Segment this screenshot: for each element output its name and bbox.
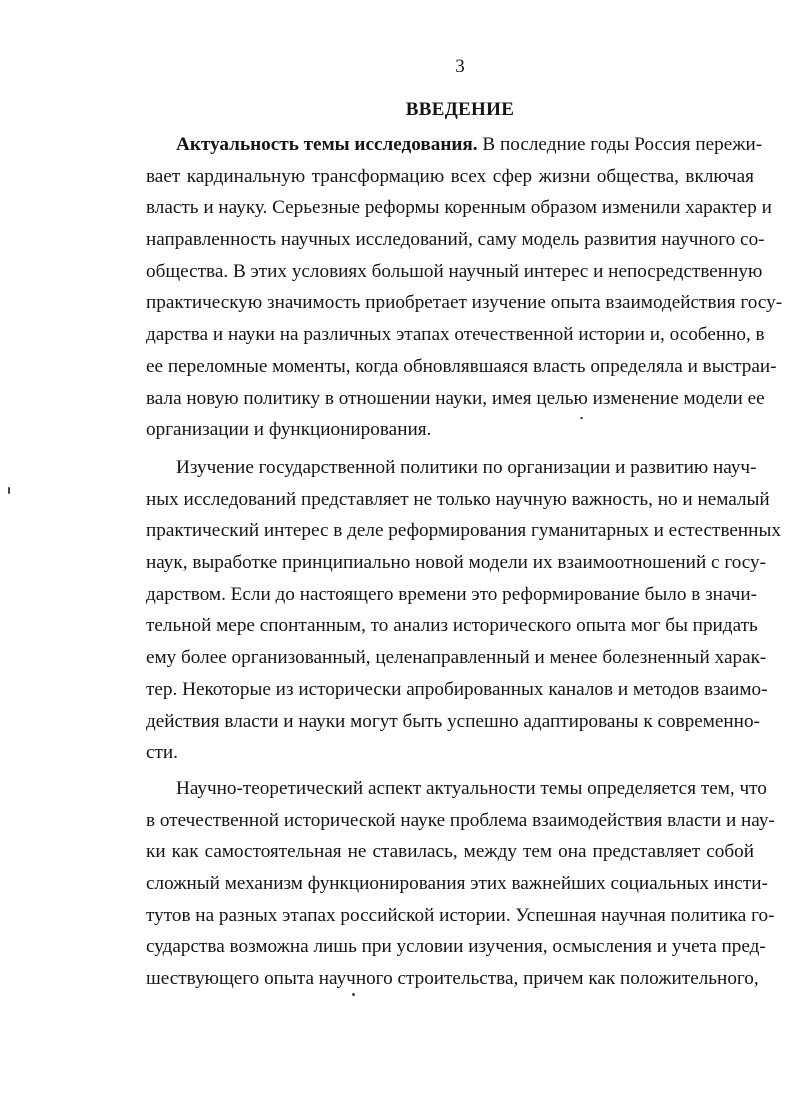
scan-speck (352, 993, 355, 996)
paragraph-theoretical-aspect (146, 773, 775, 995)
paragraph-line: наук, выработке принципиально новой модели их взаимоотношений с госу- (146, 552, 767, 574)
paragraph-line: направленность научных исследований, саму модель развития научного со- (146, 229, 765, 251)
paragraph-line: дарства и науки на различных этапах отечественной истории и, особенно, в (146, 324, 765, 346)
paragraph-line: тельной мере спонтанным, то анализ исторического опыта мог бы придать (146, 615, 758, 637)
paragraph-line: вала новую политику в отношении науки, имея целью изменение модели ее (146, 387, 765, 409)
scan-speck (8, 487, 10, 494)
relevance-lead: Актуальность темы исследования. (176, 134, 478, 155)
paragraph-relevance (146, 129, 783, 446)
paragraph-line: тер. Некоторые из исторически апробированных каналов и методов взаимо- (146, 678, 768, 700)
paragraph-line: сложный механизм функционирования этих важнейших социальных инсти- (146, 873, 768, 895)
paragraph-line: Актуальность темы исследования. В последние годы Россия пережи- (176, 134, 763, 155)
paragraph-line: Изучение государственной политики по организации и развитию науч- (176, 457, 757, 478)
paragraph-line: ки как самостоятельная не ставилась, между тем она представляет собой (146, 841, 754, 863)
paragraph-line: шествующего опыта научного строительства, причем как положительного, (146, 968, 759, 990)
paragraph-line: власть и науку. Серьезные реформы коренным образом изменили характер и (146, 197, 772, 219)
page-heading: ВВЕДЕНИЕ (405, 99, 515, 120)
paragraph-line: практическую значимость приобретает изучение опыта взаимодействия госу- (146, 292, 783, 314)
paragraph-line: ему более организованный, целенаправленный и менее болезненный харак- (146, 647, 767, 669)
paragraph-line: ее переломные моменты, когда обновлявшаяся власть определяла и выстраи- (146, 355, 777, 377)
paragraph-line: общества. В этих условиях большой научный интерес и непосредственную (146, 260, 763, 282)
paragraph-policy-study (146, 452, 781, 769)
paragraph-line: дарством. Если до настоящего времени это реформирование было в значи- (146, 583, 757, 605)
paragraph-line: в отечественной исторической науке проблема взаимодействия власти и нау- (146, 809, 775, 831)
paragraph-line: сударства возможна лишь при условии изучения, осмысления и учета пред- (146, 936, 766, 958)
paragraph-line: Научно-теоретический аспект актуальности темы определяется тем, что (176, 778, 767, 799)
paragraph-line: действия власти и науки могут быть успешно адаптированы к современно- (146, 710, 760, 732)
paragraph-line: практический интерес в деле реформирования гуманитарных и естественных (146, 520, 781, 542)
paragraph-line: организации и функционирования. (146, 419, 432, 441)
paragraph-line: сти. (146, 742, 178, 764)
paragraph-line: вает кардинальную трансформацию всех сфер жизни общества, включая (146, 165, 754, 187)
paragraph-line: тутов на разных этапах российской истории. Успешная научная политика го- (146, 904, 775, 926)
page-number: 3 (455, 56, 465, 77)
scan-speck (580, 417, 583, 419)
paragraph-line: ных исследований представляет не только научную важность, но и немалый (146, 488, 770, 510)
